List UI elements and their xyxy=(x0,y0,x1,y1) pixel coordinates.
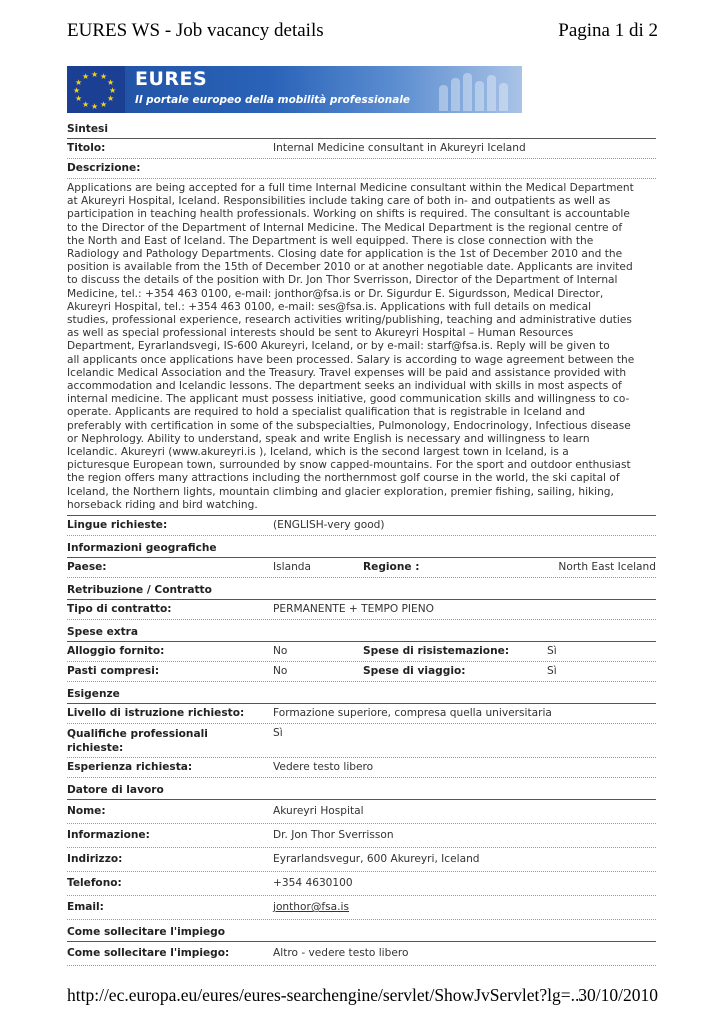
istruzione-value: Formazione superiore, compresa quella universitaria xyxy=(273,707,552,720)
tipo-contratto-label: Tipo di contratto: xyxy=(67,603,172,616)
eures-tagline: Il portale europeo della mobilità professionale xyxy=(135,94,411,106)
descrizione-line: horseback riding and bird watching. xyxy=(67,498,258,511)
esperienza-value: Vedere testo libero xyxy=(273,761,374,774)
descrizione-line: Icelandic Medical Association and the Treasury. Travel expenses will be paid and assistance provided with xyxy=(67,366,627,379)
print-date: 30/10/2010 xyxy=(578,985,658,1005)
qualifiche-value: Sì xyxy=(273,727,283,740)
people-silhouettes-image xyxy=(437,70,517,111)
informazione-label: Informazione: xyxy=(67,829,150,842)
regione-value: North East Iceland xyxy=(558,561,656,574)
tipo-contratto-value: PERMANENTE + TEMPO PIENO xyxy=(273,603,435,616)
page-number: Pagina 1 di 2 xyxy=(558,20,658,41)
lingue-value: (ENGLISH-very good) xyxy=(273,519,385,532)
telefono-value: +354 4630100 xyxy=(273,877,353,890)
section-spese-extra: Spese extra xyxy=(67,623,656,642)
titolo-value: Internal Medicine consultant in Akureyri Iceland xyxy=(273,142,526,154)
descrizione-line: preferably with certification in some of the subspecialties, Pulmonology, Endocrinology, Infectious disease xyxy=(67,419,631,432)
descrizione-line: picturesque European town, surrounded by snow capped-mountains. For the sport and outdoor enthusiast xyxy=(67,459,631,472)
descrizione-line: as well as special professional interests should be sent to Akureyri Hospital – Human Resources xyxy=(67,327,574,340)
section-retribuzione-contratto: Retribuzione / Contratto xyxy=(67,581,656,600)
row-nome xyxy=(67,800,656,824)
pasti-value: No xyxy=(273,665,288,678)
section-esigenze: Esigenze xyxy=(67,685,656,704)
descrizione-line: the North and East of Iceland. The Department is well equipped. There is close connection with the xyxy=(67,234,594,247)
page-header xyxy=(67,20,658,44)
descrizione-line: Iceland, the Northern lights, mountain climbing and glacier exploration, premier fishing, sailing, hiking, xyxy=(67,485,614,498)
row-descrizione xyxy=(67,159,656,179)
risistemazione-value: Sì xyxy=(547,645,557,658)
descrizione-label: Descrizione: xyxy=(67,162,141,174)
descrizione-line: accommodation and Icelandic lessons. The department seeks an individual with skills in most aspects of xyxy=(67,380,622,393)
descrizione-line: Akureyri Hospital, tel.: +354 463 0100, e-mail: ses@fsa.is. Applications with full details on medical xyxy=(67,300,592,313)
row-titolo xyxy=(67,139,656,159)
email-label: Email: xyxy=(67,901,104,914)
eures-logo-text: EURES xyxy=(135,68,208,90)
informazione-value: Dr. Jon Thor Sverrisson xyxy=(273,829,394,842)
descrizione-line: participation in teaching health professionals. Working on shifts is required. The consultant is accountable xyxy=(67,208,630,221)
eures-banner xyxy=(67,66,522,113)
section-sintesi: Sintesi xyxy=(67,120,656,139)
row-pasti xyxy=(67,662,656,682)
indirizzo-label: Indirizzo: xyxy=(67,853,123,866)
descrizione-line: Department, Eyrarlandsvegi, IS-600 Akureyri, Iceland, or by e-mail: starf@fsa.is. Reply will be given to xyxy=(67,340,610,353)
row-informazione xyxy=(67,824,656,848)
descrizione-line: Radiology and Pathology Departments. Closing date for application is the 1st of December 2010 and the xyxy=(67,248,623,261)
vacancy-details xyxy=(67,120,656,966)
paese-value: Islanda xyxy=(273,561,312,574)
pasti-label: Pasti compresi: xyxy=(67,665,160,678)
row-esperienza xyxy=(67,758,656,778)
descrizione-line: all applicants once applications have been processed. Salary is according to wage agreement between the xyxy=(67,353,635,366)
row-lingue xyxy=(67,516,656,536)
indirizzo-value: Eyrarlandsvegur, 600 Akureyri, Iceland xyxy=(273,853,480,866)
paese-label: Paese: xyxy=(67,561,107,574)
row-paese xyxy=(67,558,656,578)
descrizione-line: internal medicine. The applicant must possess initiative, good communication skills and willingness to co- xyxy=(67,393,630,406)
row-indirizzo xyxy=(67,848,656,872)
risistemazione-label: Spese di risistemazione: xyxy=(363,645,510,658)
regione-label: Regione : xyxy=(363,561,420,574)
row-come-sollecitare xyxy=(67,942,656,966)
row-email xyxy=(67,896,656,920)
row-telefono xyxy=(67,872,656,896)
row-qualifiche xyxy=(67,724,656,758)
alloggio-value: No xyxy=(273,645,288,658)
eu-flag-logo: ★ ★ ★ ★ ★ ★ ★ ★ ★ ★ ★ ★ xyxy=(67,66,125,113)
descrizione-line: operate. Applicants are required to hold a specialist qualification that is registrable in Iceland and xyxy=(67,406,586,419)
alloggio-label: Alloggio fornito: xyxy=(67,645,165,658)
section-datore-lavoro: Datore di lavoro xyxy=(67,781,656,800)
viaggio-label: Spese di viaggio: xyxy=(363,665,466,678)
descrizione-line: to the Director of the Department of Internal Medicine. The Medical Department is the regional centre of xyxy=(67,221,623,234)
esperienza-label: Esperienza richiesta: xyxy=(67,761,193,774)
come-sollecitare-label: Come sollecitare l'impiego: xyxy=(67,947,230,960)
section-come-sollecitare: Come sollecitare l'impiego xyxy=(67,923,656,942)
row-istruzione xyxy=(67,704,656,724)
titolo-label: Titolo: xyxy=(67,142,106,154)
descrizione-line: Icelandic. Akureyri (www.akureyri.is ), Iceland, which is the second largest town in Iceland, is a xyxy=(67,446,569,459)
descrizione-line: Applications are being accepted for a full time Internal Medicine consultant within the Medical Department xyxy=(67,182,634,194)
telefono-label: Telefono: xyxy=(67,877,122,890)
istruzione-label: Livello di istruzione richiesto: xyxy=(67,707,245,720)
descrizione-line: to discuss the details of the position with Dr. Jon Thor Sverrisson, Director of the Department of Internal xyxy=(67,274,618,287)
nome-label: Nome: xyxy=(67,805,106,818)
descrizione-line: position is available from the 15th of December 2010 or at another negotiable date. Applicants are invited xyxy=(67,261,633,274)
page-footer xyxy=(67,985,658,1007)
come-sollecitare-value: Altro - vedere testo libero xyxy=(273,947,409,960)
qualifiche-label: Qualifiche professionali richieste: xyxy=(67,728,208,755)
row-alloggio xyxy=(67,642,656,662)
viaggio-value: Sì xyxy=(547,665,557,678)
document-title: EURES WS - Job vacancy details xyxy=(67,20,324,41)
descrizione-line: or Nephrology. Ability to understand, speak and write English is necessary and willingness to learn xyxy=(67,432,590,445)
descrizione-line: the region offers many attractions including the northernmost golf course in the world, the ski capital of xyxy=(67,472,620,485)
email-link[interactable]: jonthor@fsa.is xyxy=(273,901,350,914)
descrizione-text xyxy=(67,179,656,516)
descrizione-line: studies, professional experience, research activities writing/publishing, teaching and administrative duties xyxy=(67,314,632,327)
source-url[interactable]: http://ec.europa.eu/eures/eures-searchengine/servlet/ShowJvServlet?lg=... xyxy=(67,985,584,1005)
descrizione-line: at Akureyri Hospital, Iceland. Responsibilities include taking care of both in- and outpatients as well as xyxy=(67,195,611,208)
descrizione-line: Medicine, tel.: +354 463 0100, e-mail: jonthor@fsa.is or Dr. Sigurdur E. Sigurdsson, Medical Director, xyxy=(67,287,604,300)
lingue-label: Lingue richieste: xyxy=(67,519,168,532)
section-informazioni-geografiche: Informazioni geografiche xyxy=(67,539,656,558)
nome-value: Akureyri Hospital xyxy=(273,805,364,818)
row-tipo-contratto xyxy=(67,600,656,620)
